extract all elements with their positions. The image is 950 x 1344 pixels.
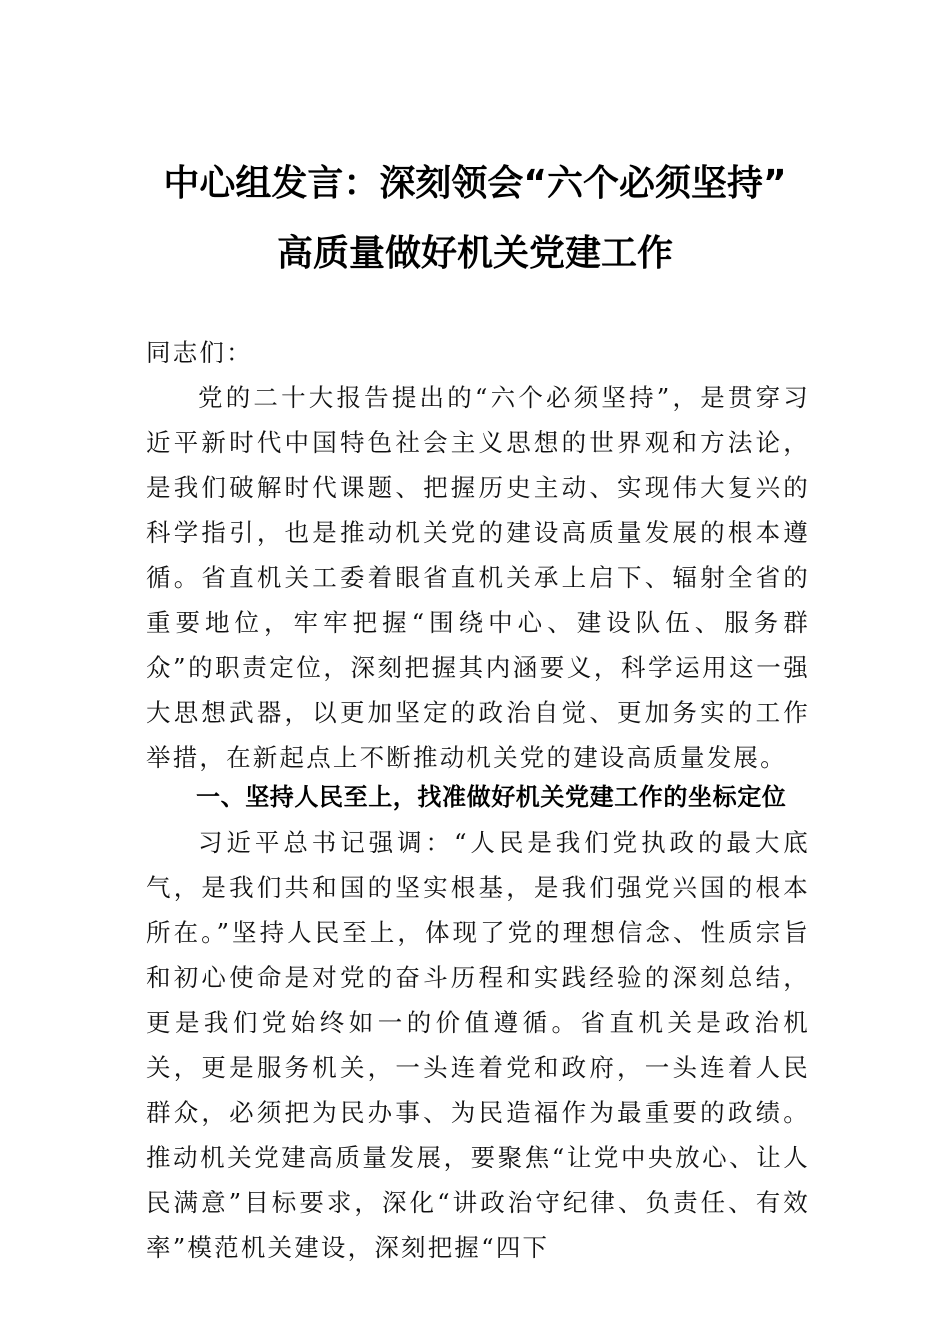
document-title-line2: 高质量做好机关党建工作 xyxy=(276,233,673,274)
paragraph-intro: 党的二十大报告提出的“六个必须坚持”，是贯穿习近平新时代中国特色社会主义思想的世界观和方法论，是我们破解时代课题、把握历史主动、实现伟大复兴的科学指引，也是推动机关党的建设高质量发展的根本遵循。省直机关工委着眼省直机关承上启下、辐射全省的重要地位，牢牢把握“围绕中心、建设队伍、服务群众”的职责定位，深刻把握其内涵要义，科学运用这一强大思想武器，以更加坚定的政治自觉、更加务实的工作举措，在新起点上不断推动机关党的建设高质量发展。 xyxy=(146,383,810,772)
paragraph-section1: 习近平总书记强调：“人民是我们党执政的最大底气，是我们共和国的坚实根基，是我们强党兴国的根本所在。”坚持人民至上，体现了党的理想信念、性质宗旨和初心使命是对党的奋斗历程和实践经验的深刻总结，更是我们党始终如一的价值遵循。省直机关是政治机关，更是服务机关，一头连着党和政府，一头连着人民群众，必须把为民办事、为民造福作为最重要的政绩。推动机关党建高质量发展，要聚焦“让党中央放心、让人民满意”目标要求，深化“讲政治守纪律、负责任、有效率”模范机关建设，深刻把握“四下 xyxy=(146,828,810,1262)
document-title-line1: 中心组发言：深刻领会“六个必须坚持” xyxy=(163,163,787,204)
salutation: 同志们： xyxy=(146,338,253,367)
section-heading-1: 一、坚持人民至上，找准做好机关党建工作的坐标定位 xyxy=(196,783,787,811)
